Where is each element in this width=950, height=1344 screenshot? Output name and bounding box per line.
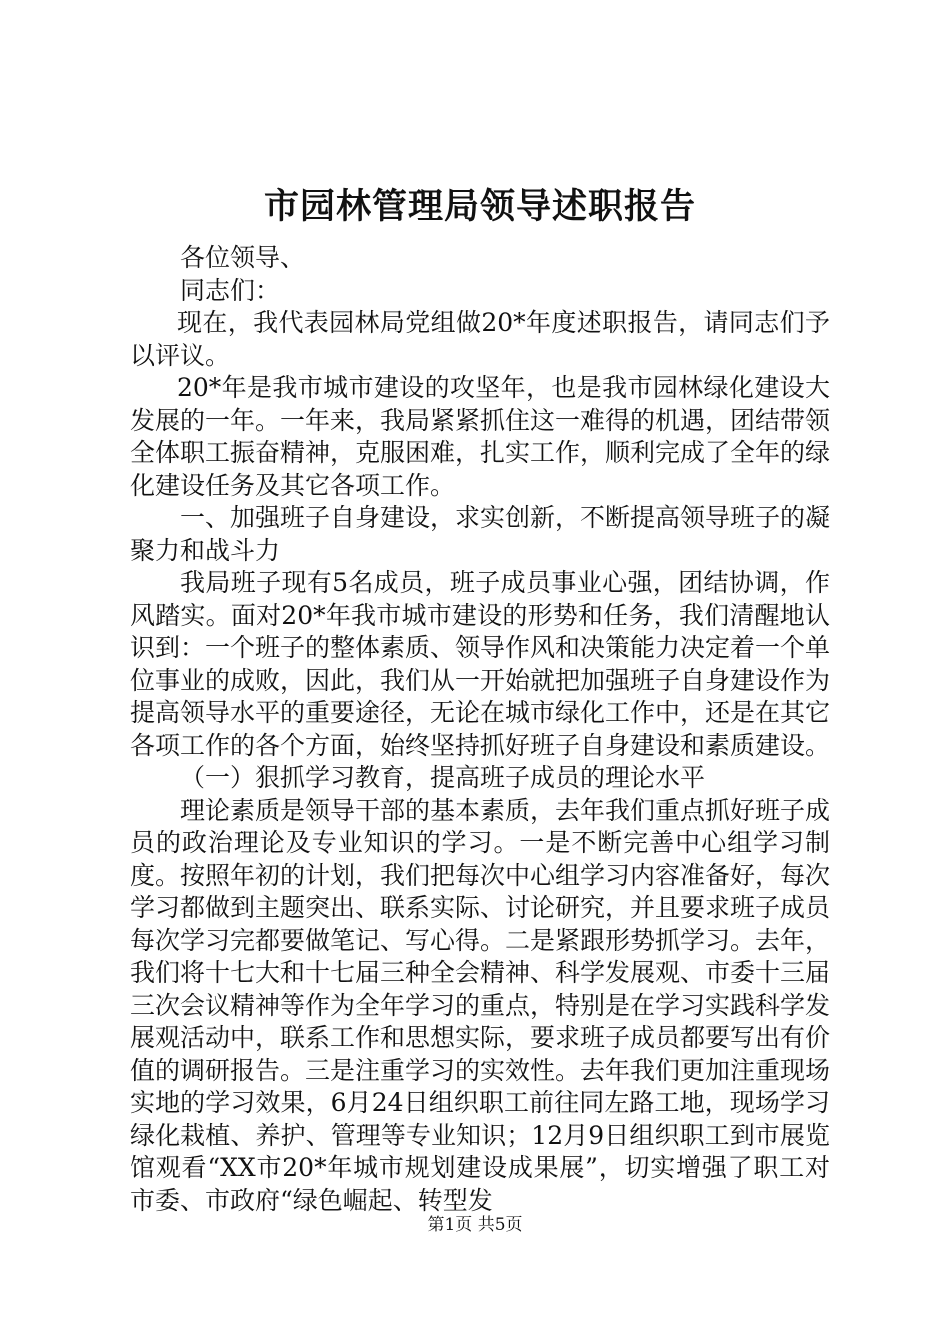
document-page xyxy=(130,180,830,1217)
salutation-leaders: 各位领导、 xyxy=(180,243,306,272)
paragraph-intro: 现在，我代表园林局党组做20*年度述职报告，请同志们予以评议。 xyxy=(130,308,830,370)
page-number-footer: 第1页 共5页 xyxy=(427,1215,523,1235)
paragraph-overview: 20*年是我市城市建设的攻坚年，也是我市园林绿化建设大发展的一年。一年来，我局紧紧抓住这一难得的机遇，团结带领全体职工振奋精神，克服困难，扎实工作，顺利完成了全年的绿化建设任务及其它各项工作。 xyxy=(130,373,831,500)
subsection-heading-1: （一）狠抓学习教育，提高班子成员的理论水平 xyxy=(180,763,706,792)
section-heading-1: 一、加强班子自身建设，求实创新，不断提高领导班子的凝聚力和战斗力 xyxy=(130,503,831,565)
paragraph-team: 我局班子现有5名成员，班子成员事业心强，团结协调，作风踏实。面对20*年我市城市建设的形势和任务，我们清醒地认识到：一个班子的整体素质、领导作风和决策能力决定着一个单位事业的成败，因此，我们从一开始就把加强班子自身建设作为提高领导水平的重要途径，无论在城市绿化工作中，还是在其它各项工作的各个方面，始终坚持抓好班子自身建设和素质建设。 xyxy=(130,568,831,760)
document-title: 市园林管理局领导述职报告 xyxy=(263,186,696,227)
paragraph-study: 理论素质是领导干部的基本素质，去年我们重点抓好班子成员的政治理论及专业知识的学习。一是不断完善中心组学习制度。按照年初的计划，我们把每次中心组学习内容准备好，每次学习都做到主题突出、联系实际、讨论研究，并且要求班子成员每次学习完都要做笔记、写心得。二是紧跟形势抓学习。去年，我们将十七大和十七届三种全会精神、科学发展观、市委十三届三次会议精神等作为全年学习的重点，特别是在学习实践科学发展观活动中，联系工作和思想实际，要求班子成员都要写出有价值的调研报告。三是注重学习的实效性。去年我们更加注重现场实地的学习效果，6月24日组织职工前往同左路工地，现场学习绿化栽植、养护、管理等专业知识；12月9日组织职工到市展览馆观看“XX市20*年城市规划建设成果展”，切实增强了职工对市委、市政府“绿色崛起、转型发 xyxy=(130,795,831,1215)
document-body xyxy=(130,242,830,1217)
salutation-comrades: 同志们： xyxy=(180,275,281,305)
